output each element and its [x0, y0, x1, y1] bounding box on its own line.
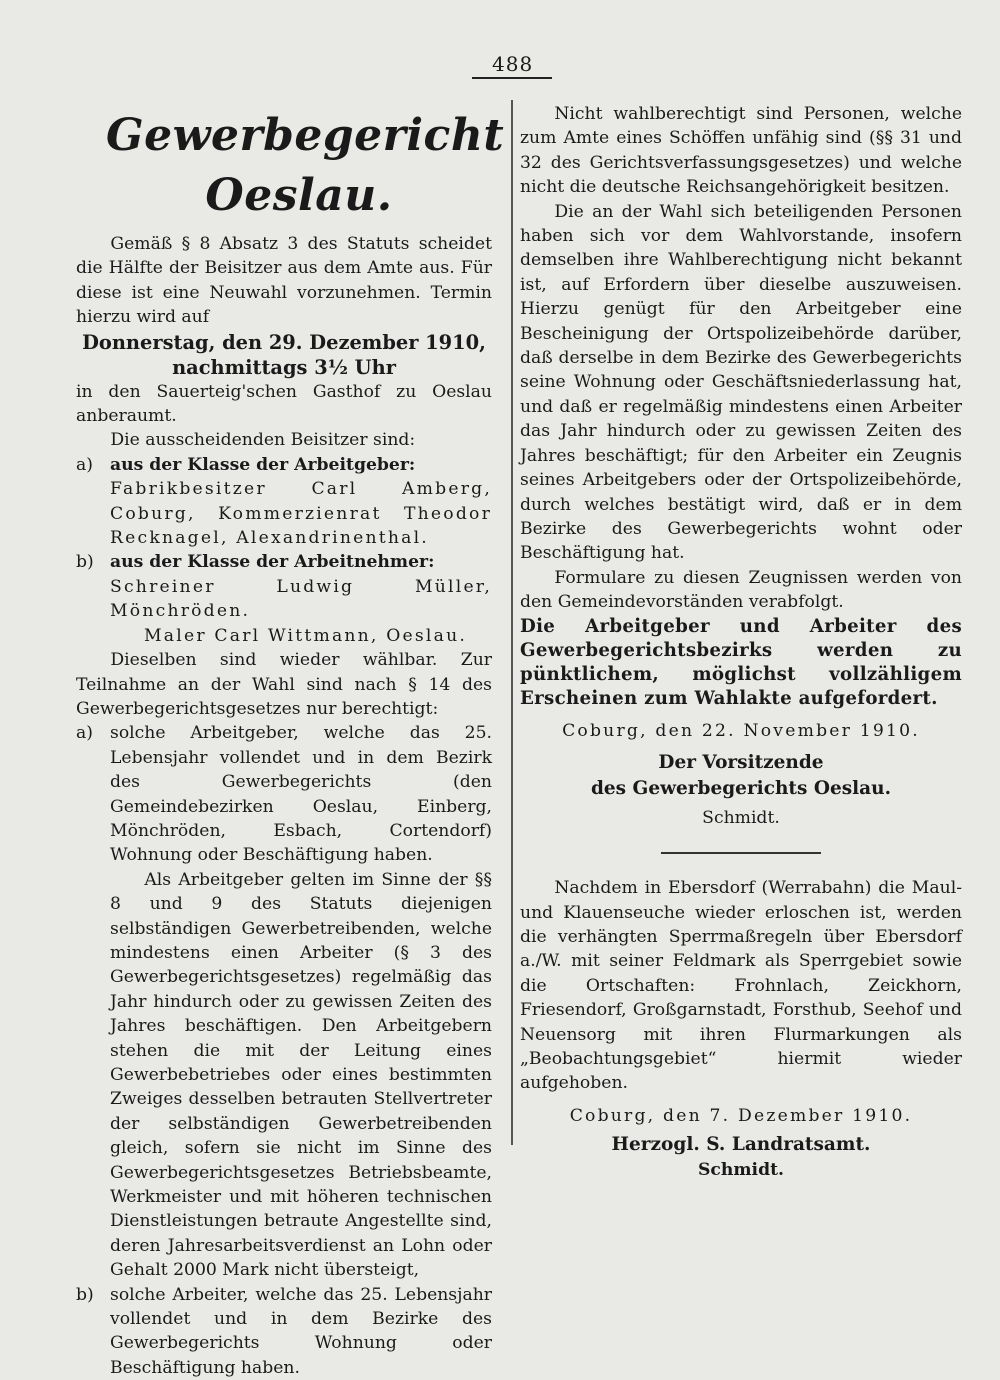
list-item	[76, 550, 492, 574]
notice-date: Coburg, den 22. November 1910.	[562, 721, 920, 742]
employer-definition: Als Arbeitgeber gelten im Sinne der §§ 8 und 9 des Statuts diejenigen selbständigen Gewerbetreibenden, welche mindestens einen Arbeiter (§ 3 des Gewerbegerichtsgesetzes) regelmäßig das Jahr hindurch oder zu gewissen Zeiten des Jahres beschäftigen. Den Arbeitgebern stehen die mit der Leitung eines Gewerbebetriebes oder eines bestimmten Zweiges desselben betrauten Stellvertreter der selbständigen Gewerbetreibenden gleich, sofern sie nicht im Sinne des Gewerbegerichtsgesetzes Betriebsbeamte, Werkmeister und mit höheren technischen Dienstleistungen betraute Angestellte sind, deren Jahresarbeitsverdienst an Lohn oder Gehalt 2000 Mark nicht übersteigt,	[110, 869, 492, 1281]
list-marker: a)	[76, 454, 93, 475]
list-marker: a)	[76, 723, 93, 744]
retiring-intro: Die ausscheidenden Beisitzer sind:	[110, 430, 416, 451]
election-venue: in den Sauerteig'schen Gasthof zu Oeslau anberaumt.	[76, 381, 492, 427]
list-item	[76, 453, 492, 477]
signature-name: Schmidt.	[702, 807, 780, 828]
list-item	[76, 721, 492, 1282]
identification-paragraph: Die an der Wahl sich beteiligenden Personen haben sich vor dem Wahlvorstande, insofern demselben ihre Wahlberechtigung nicht bekannt ist, auf Erfordern über dieselbe auszuweisen. Hierzu genügt für den Arbeitgeber eine Bescheinigung der Ortspolizeibehörde darüber, daß derselbe in dem Bezirke des Gewerbegerichts seine Wohnung oder Geschäftsniederlassung hat, und daß er regelmäßig mindestens einen Arbeiter das Jahr hindurch oder zu gewissen Zeiten des Jahres beschäftigt; für den Arbeiter ein Zeugnis seines Arbeitgebers oder der Ortspolizeibehörde, durch welches bestätigt wird, daß er in dem Bezirke des Gewerbegerichts wohnt oder Beschäftigung hat.	[520, 201, 962, 564]
election-intro: Gemäß § 8 Absatz 3 des Statuts scheidet die Hälfte der Beisitzer aus dem Amte aus. Für diese ist eine Neuwahl vorzunehmen. Termin hierzu wird auf	[76, 234, 492, 328]
list-item	[76, 1283, 492, 1380]
disease-notice-date: Coburg, den 7. Dezember 1910.	[569, 1105, 913, 1126]
worker-eligibility: solche Arbeiter, welche das 25. Lebensjahr vollendet und in dem Bezirke des Gewerbegerichts Wohnung oder Beschäftigung haben.	[110, 1284, 492, 1378]
employer-eligibility: solche Arbeitgeber, welche das 25. Lebensjahr vollendet und in dem Bezirk des Gewerbegerichts (den Gemeindebezirken Oeslau, Einberg, Mönchröden, Esbach, Cortendorf) Wohnung oder Beschäftigung haben.	[110, 723, 492, 866]
employer-members: Fabrikbesitzer Carl Amberg, Coburg, Kommerzienrat Theodor Recknagel, Alexandrinenthal.	[110, 479, 492, 549]
list-marker: b)	[76, 1284, 94, 1305]
page-number-rule	[472, 77, 552, 79]
signature-title: Der Vorsitzende	[658, 751, 824, 773]
forms-paragraph: Formulare zu diesen Zeugnissen werden von den Gemeindevorständen verabfolgt.	[520, 567, 962, 613]
list-marker: b)	[76, 552, 94, 573]
left-column	[76, 106, 505, 1380]
not-eligible-paragraph: Nicht wahlberechtigt sind Personen, welche zum Amte eines Schöffen unfähig sind (§§ 31 und 32 des Gerichtsverfassungsgesetzes) und welche nicht die deutsche Reichsangehörigkeit besitzen.	[520, 104, 962, 198]
authority-name: Herzogl. S. Landratsamt.	[611, 1134, 871, 1156]
column-divider	[511, 100, 513, 1145]
page-number: 488	[492, 52, 534, 76]
attendance-notice: Die Arbeitgeber und Arbeiter des Gewerbegerichtsbezirks werden zu pünktlichem, möglichst vollzähligem Erscheinen zum Wahlakte aufgefordert.	[520, 615, 962, 710]
employee-member-1: Schreiner Ludwig Müller, Mönchröden.	[110, 576, 492, 622]
employee-member-2: Maler Carl Wittmann, Oeslau.	[144, 625, 468, 646]
employer-class-heading: aus der Klasse der Arbeitgeber:	[110, 454, 416, 475]
election-date: Donnerstag, den 29. Dezember 1910,	[82, 330, 486, 354]
signature-body: des Gewerbegerichts Oeslau.	[590, 777, 892, 799]
eligibility-intro: Dieselben sind wieder wählbar. Zur Teilnahme an der Wahl sind nach § 14 des Gewerbegerichtsgesetzes nur berechtigt:	[76, 650, 492, 719]
section-separator	[661, 852, 821, 854]
election-time: nachmittags 3½ Uhr	[172, 355, 396, 379]
notice-title: Gewerbegericht Oeslau.	[106, 110, 505, 221]
disease-notice: Nachdem in Ebersdorf (Werrabahn) die Maul- und Klauenseuche wieder erloschen ist, werden die verhängten Sperrmaßregeln über Ebersdorf a./W. mit seiner Feldmark als Sperrgebiet sowie die Ortschaften: Frohnlach, Zeickhorn, Friesendorf, Großgarnstadt, Forsthub, Seehof und Neuensorg mit ihren Flurmarkungen als „Beobachtungsgebiet“ hiermit wieder aufgehoben.	[520, 878, 962, 1094]
authority-signature: Schmidt.	[697, 1160, 785, 1181]
employee-class-heading: aus der Klasse der Arbeitnehmer:	[110, 552, 435, 573]
right-column	[520, 102, 962, 1183]
